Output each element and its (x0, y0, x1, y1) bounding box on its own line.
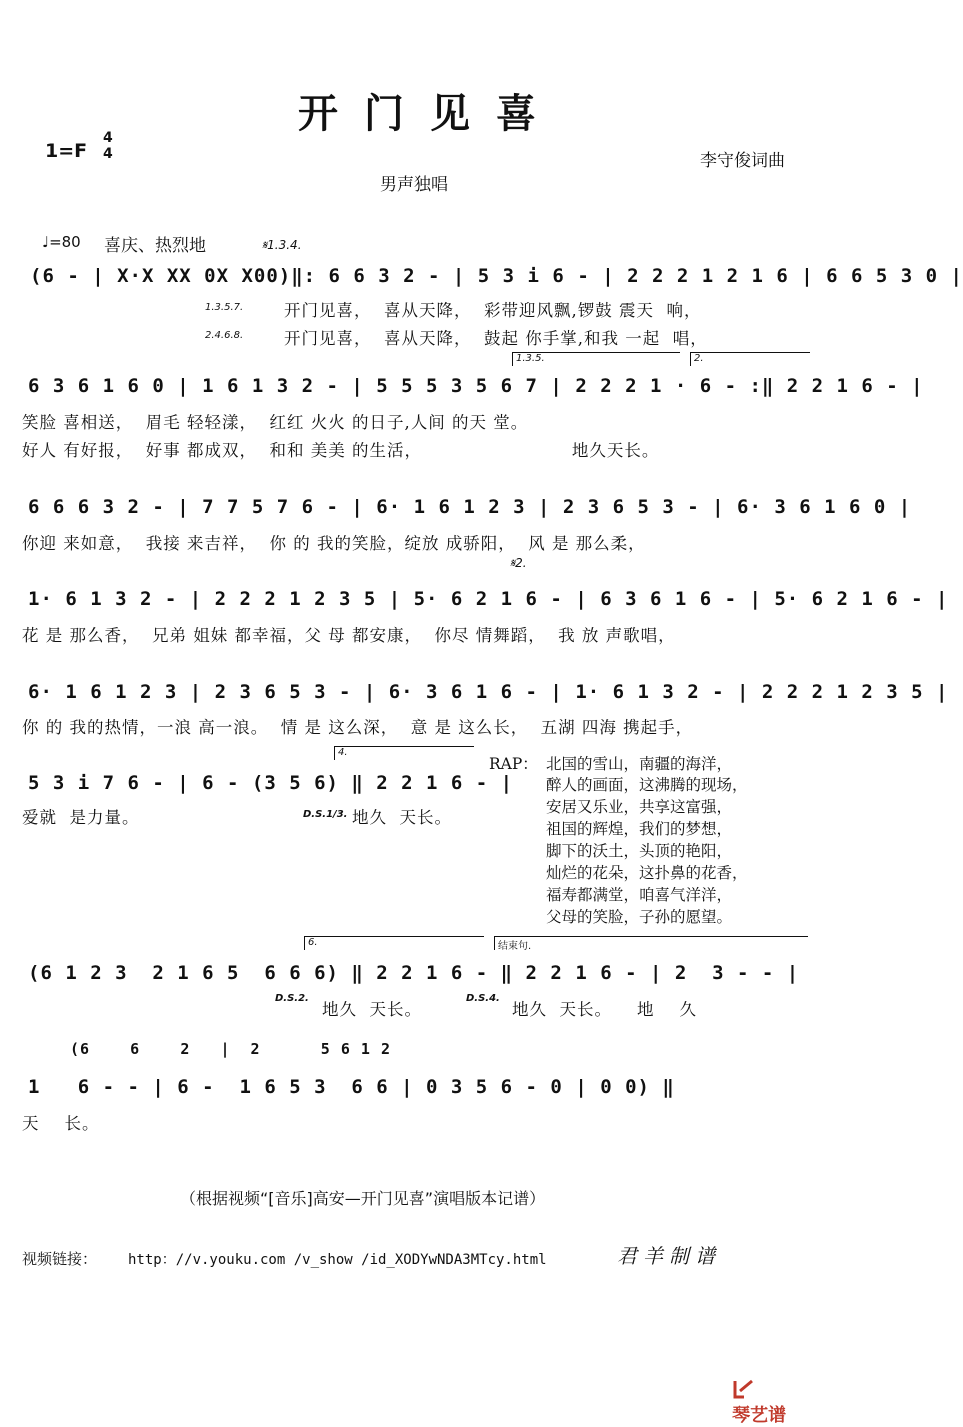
performer-note: 男声独唱 (380, 175, 448, 195)
staff-line-1-lyric-odd: 开门见喜， 喜从天降， 彩带迎风飘,锣鼓 震天 响， (284, 301, 702, 320)
ds-marking-1: D.S.1/3. (303, 809, 348, 820)
rap-line-2: 醉人的画面，这沸腾的现场， (546, 776, 748, 794)
staff-line-6-notes: 5 3 i 7 6 - | 6 - (3 5 6) ‖ 2 2 1 6 - | (28, 772, 514, 794)
volta-1-bracket-edge (512, 352, 513, 366)
rap-line-8: 父母的笑脸，子孙的愿望。 (546, 908, 733, 926)
staff-line-1-lyric-even: 开门见喜， 喜从天降， 鼓起 你手掌,和我 一起 唱， (284, 329, 708, 348)
staff-line-8-upper-voice: (6 6 2 | 2 5 6 1 2 (70, 1040, 391, 1058)
staff-line-3-lyric: 你迎 来如意， 我接 来吉祥， 你 的 我的笑脸，绽放 成骄阳， 风 是 那么柔， (22, 534, 646, 553)
volta-6-label: 6. (308, 937, 318, 948)
composer-credit: 李守俊词曲 (700, 151, 785, 171)
brand-logo[interactable] (722, 1358, 786, 1427)
staff-line-2-lyric-odd: 笑脸 喜相送， 眉毛 轻轻漾， 红红 火火 的日子,人间 的天 堂。 (22, 413, 529, 432)
staff-line-5-lyric: 你 的 我的热情，一浪 高一浪。 情 是 这么深， 意 是 这么长， 五湖 四海 携起手， (22, 718, 694, 737)
time-signature-top: 4 (103, 130, 113, 146)
staff-line-6-lyric: 爱就 是力量。 (22, 808, 140, 827)
page-title: 开门见喜 (298, 90, 562, 137)
staff-line-8-lyric: 天 长。 (22, 1114, 100, 1133)
staff-line-7-lyric-a: 地久 天长。 (322, 1000, 422, 1019)
time-signature-bottom: 4 (103, 146, 113, 162)
rap-line-4: 祖国的辉煌，我们的梦想， (546, 820, 733, 838)
staff-line-1-notes: (6 - | X·X XX 0X X00)‖: 6 6 3 2 - | 5 3 i 6 - | 2 2 2 1 2 1 6 | 6 6 5 3 0 | (30, 265, 963, 287)
volta-2-label: 2. (694, 353, 704, 364)
volta-1-label: 1.3.5. (516, 353, 545, 364)
staff-line-2-notes: 6 3 6 1 6 0 | 1 6 1 3 2 - | 5 5 5 3 5 6 7 | 2 2 2 1 · 6 - :‖ 2 2 1 6 - | (28, 375, 924, 397)
rap-line-1: 北国的雪山，南疆的海洋， (546, 755, 733, 773)
rap-label: RAP： (489, 755, 538, 773)
ds-marking-4: D.S.4. (466, 993, 500, 1004)
staff-line-6-ds-lyric: 地久 天长。 (352, 808, 452, 827)
volta-2-bracket-edge (690, 352, 691, 366)
segno-2-mark: 𝄋2. (510, 556, 527, 570)
ending-bracket (494, 936, 808, 937)
staff-line-4-notes: 1· 6 1 3 2 - | 2 2 2 1 2 3 5 | 5· 6 2 1 6 - | 6 3 6 1 6 - | 5· 6 2 1 6 - | (28, 588, 949, 610)
volta-4-bracket (334, 746, 474, 747)
ending-bracket-edge (494, 936, 495, 950)
transcription-note: （根据视频“[音乐]高安—开门见喜”演唱版本记谱） (180, 1189, 546, 1208)
volta-6-bracket (304, 936, 484, 937)
rap-line-6: 灿烂的花朵，这扑鼻的花香， (546, 864, 748, 882)
ending-label: 结束句. (498, 941, 532, 952)
staff-line-4-lyric: 花 是 那么香， 兄弟 姐妹 都幸福，父 母 都安康， 你尽 情舞蹈， 我 放 声歌唱， (22, 626, 676, 645)
verse-label-even: 2.4.6.8. (205, 330, 244, 341)
brand-logo-text: 琴艺谱 (732, 1405, 787, 1426)
volta-2-bracket (690, 352, 810, 353)
tempo-marking: ♩=80 (42, 233, 81, 251)
rap-line-5: 脚下的沃土，头顶的艳阳， (546, 842, 733, 860)
staff-line-3-notes: 6 6 6 3 2 - | 7 7 5 7 6 - | 6· 1 6 1 2 3 | 2 3 6 5 3 - | 6· 3 6 1 6 0 | (28, 496, 912, 518)
staff-line-8-notes: 1 6 - - | 6 - 1 6 5 3 6 6 | 0 3 5 6 - 0 | 0 0) ‖ (28, 1076, 675, 1098)
volta-6-bracket-edge (304, 936, 305, 950)
staff-line-2-lyric-even: 好人 有好报， 好事 都成双， 和和 美美 的生活， 地久天长。 (22, 441, 660, 460)
ds-marking-2: D.S.2. (275, 993, 309, 1004)
logo-mark-icon (732, 1377, 756, 1401)
volta-4-bracket-edge (334, 746, 335, 760)
staff-line-7-lyric-b: 地久 天长。 地 久 (512, 1000, 697, 1019)
staff-line-7-notes: (6 1 2 3 2 1 6 5 6 6 6) ‖ 2 2 1 6 - ‖ 2 2 1 6 - | 2 3 - - | (28, 962, 800, 984)
rap-line-7: 福寿都满堂，咱喜气洋洋， (546, 886, 733, 904)
staff-line-5-notes: 6· 1 6 1 2 3 | 2 3 6 5 3 - | 6· 3 6 1 6 - | 1· 6 1 3 2 - | 2 2 2 1 2 3 5 | (28, 681, 949, 703)
key-signature: 1=F (45, 140, 88, 162)
video-link[interactable]: http：//v.youku.com /v_show /id_XODYwNDA3MTcy.html (128, 1252, 547, 1268)
segno-mark: 𝄋1.3.4. (262, 238, 302, 252)
volta-4-label: 4. (338, 747, 348, 758)
rap-line-3: 安居又乐业，共享这富强， (546, 798, 733, 816)
video-link-label: 视频链接： (22, 1250, 98, 1268)
verse-label-odd: 1.3.5.7. (205, 302, 244, 313)
expression-marking: 喜庆、热烈地 (104, 236, 206, 256)
transcriber-signature: 君羊制谱 (617, 1244, 721, 1268)
